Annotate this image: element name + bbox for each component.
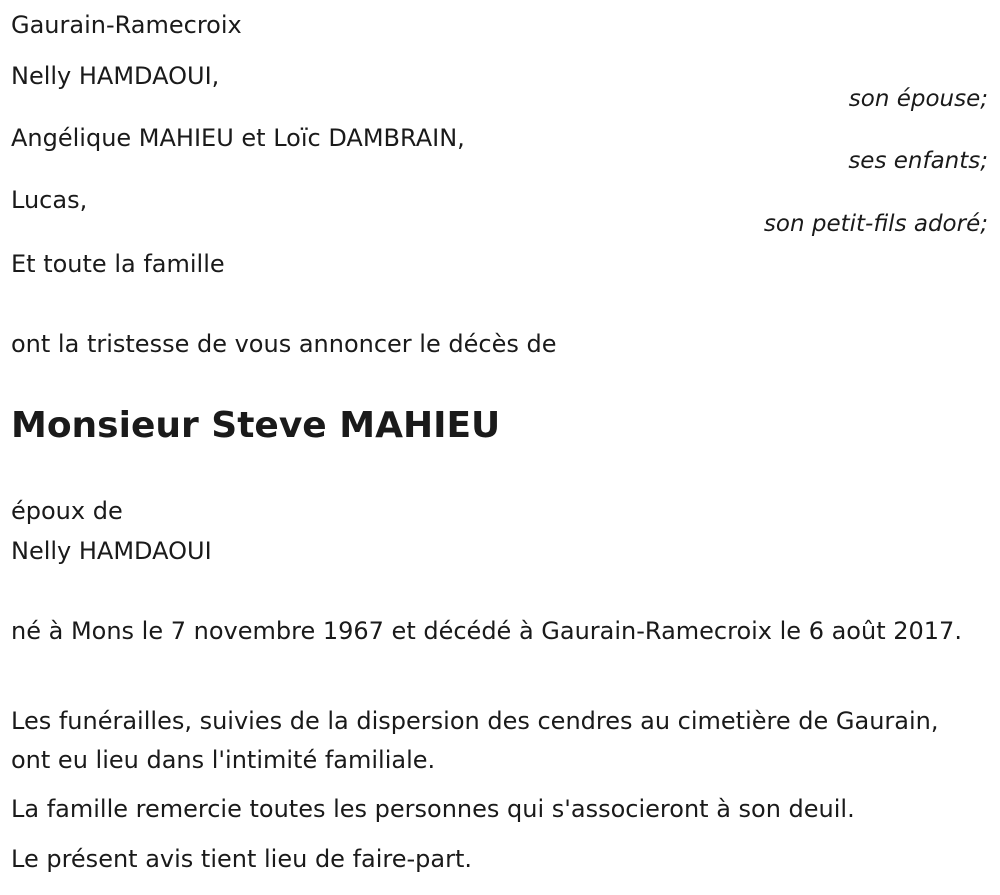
announcement-text: ont la tristesse de vous annoncer le décès de — [11, 330, 557, 358]
family-member-name: Nelly HAMDAOUI, — [11, 62, 220, 90]
family-member-relation: son épouse; — [848, 86, 988, 112]
deceased-name: Monsieur Steve MAHIEU — [11, 405, 501, 446]
funeral-info-text: Les funérailles, suivies de la dispersion des cendres au cimetière de Gaurain, ont eu lieu dans l'intimité familiale. — [11, 707, 939, 774]
family-rest: Et toute la famille — [11, 250, 225, 278]
family-member-name: Angélique MAHIEU et Loïc DAMBRAIN, — [11, 124, 465, 152]
family-member-relation: ses enfants; — [848, 148, 988, 174]
thanks-text: La famille remercie toutes les personnes qui s'associeront à son deuil. — [11, 795, 855, 823]
spouse-name: Nelly HAMDAOUI — [11, 537, 212, 565]
spouse-intro: époux de — [11, 497, 123, 525]
location-heading: Gaurain-Ramecroix — [11, 11, 242, 39]
family-member-name: Lucas, — [11, 186, 88, 214]
birth-death-text: né à Mons le 7 novembre 1967 et décédé à Gaurain-Ramecroix le 6 août 2017. — [11, 617, 962, 645]
family-member-relation: son petit-fils adoré; — [763, 211, 988, 237]
notice-text: Le présent avis tient lieu de faire-part. — [11, 845, 473, 873]
